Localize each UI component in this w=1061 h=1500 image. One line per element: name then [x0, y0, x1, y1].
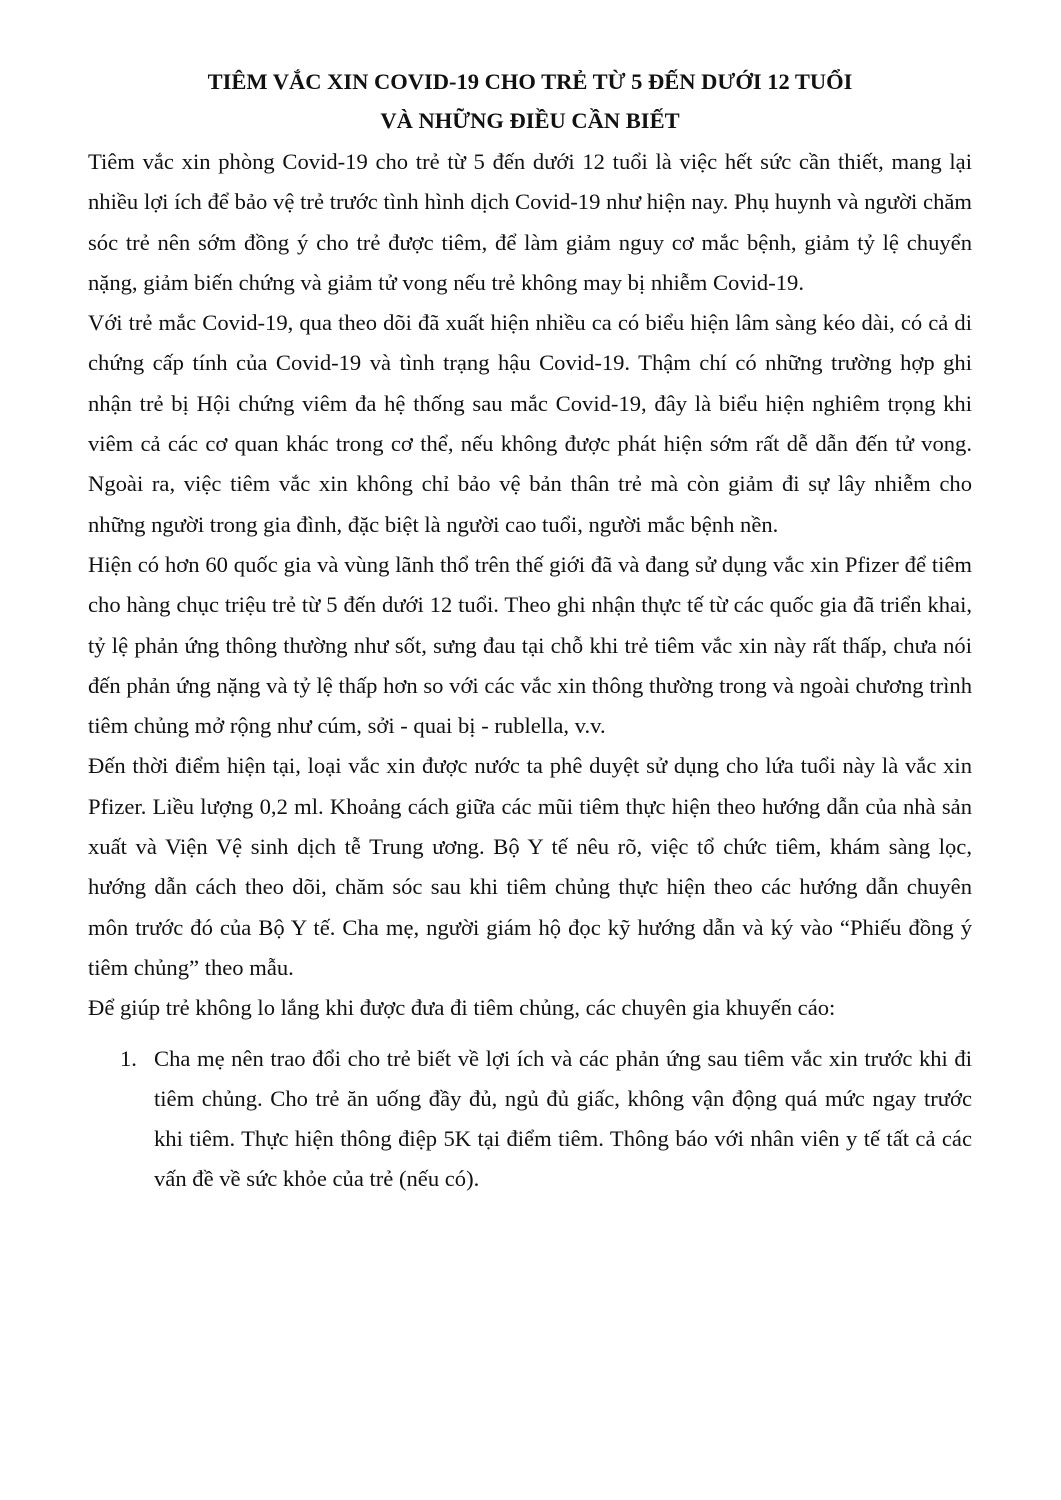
recommendation-list [88, 1039, 972, 1200]
title-line-1: TIÊM VẮC XIN COVID-19 CHO TRẺ TỪ 5 ĐẾN DƯỚI 12 TUỔI [207, 69, 853, 94]
paragraph-pfizer-dosage: Đến thời điểm hiện tại, loại vắc xin được nước ta phê duyệt sử dụng cho lứa tuổi này là vắc xin Pfizer. Liều lượng 0,2 ml. Khoảng cách giữa các mũi tiêm thực hiện theo hướng dẫn của nhà sản xuất và Viện Vệ sinh dịch tễ Trung ương. Bộ Y tế nêu rõ, việc tổ chức tiêm, khám sàng lọc, hướng dẫn cách theo dõi, chăm sóc sau khi tiêm chủng thực hiện theo các hướng dẫn chuyên môn trước đó của Bộ Y tế. Cha mẹ, người giám hộ đọc kỹ hướng dẫn và ký vào “Phiếu đồng ý tiêm chủng” theo mẫu. [88, 753, 972, 980]
document-title [88, 62, 972, 140]
document-page [88, 62, 972, 1200]
list-item [88, 1039, 972, 1200]
list-item-text: Cha mẹ nên trao đổi cho trẻ biết về lợi ích và các phản ứng sau tiêm vắc xin trước khi đi tiêm chủng. Cho trẻ ăn uống đầy đủ, ngủ đủ giấc, không vận động quá mức ngay trước khi tiêm. Thực hiện thông điệp 5K tại điểm tiêm. Thông báo với nhân viên y tế tất cả các vấn đề về sức khỏe của trẻ (nếu có). [154, 1045, 972, 1192]
title-line-2: VÀ NHỮNG ĐIỀU CẦN BIẾT [380, 108, 680, 133]
paragraph-global-use: Hiện có hơn 60 quốc gia và vùng lãnh thổ trên thế giới đã và đang sử dụng vắc xin Pfizer để tiêm cho hàng chục triệu trẻ từ 5 đến dưới 12 tuổi. Theo ghi nhận thực tế từ các quốc gia đã triển khai, tỷ lệ phản ứng thông thường như sốt, sưng đau tại chỗ khi trẻ tiêm vắc xin này rất thấp, chưa nói đến phản ứng nặng và tỷ lệ thấp hơn so với các vắc xin thông thường trong và ngoài chương trình tiêm chủng mở rộng như cúm, sởi - quai bị - rublella, v.v. [88, 551, 972, 739]
paragraph-recommendations-intro: Để giúp trẻ không lo lắng khi được đưa đi tiêm chủng, các chuyên gia khuyến cáo: [88, 995, 836, 1021]
paragraph-intro: Tiêm vắc xin phòng Covid-19 cho trẻ từ 5 đến dưới 12 tuổi là việc hết sức cần thiết, mang lại nhiều lợi ích để bảo vệ trẻ trước tình hình dịch Covid-19 như hiện nay. Phụ huynh và người chăm sóc trẻ nên sớm đồng ý cho trẻ được tiêm, để làm giảm nguy cơ mắc bệnh, giảm tỷ lệ chuyển nặng, giảm biến chứng và giảm tử vong nếu trẻ không may bị nhiễm Covid-19. [88, 149, 972, 295]
list-item-number: 1. [120, 1045, 137, 1071]
paragraph-risks: Với trẻ mắc Covid-19, qua theo dõi đã xuất hiện nhiều ca có biểu hiện lâm sàng kéo dài, có cả di chứng cấp tính của Covid-19 và tình trạng hậu Covid-19. Thậm chí có những trường hợp ghi nhận trẻ bị Hội chứng viêm đa hệ thống sau mắc Covid-19, đây là biểu hiện nghiêm trọng khi viêm cả các cơ quan khác trong cơ thể, nếu không được phát hiện sớm rất dễ dẫn đến tử vong. Ngoài ra, việc tiêm vắc xin không chỉ bảo vệ bản thân trẻ mà còn giảm đi sự lây nhiễm cho những người trong gia đình, đặc biệt là người cao tuổi, người mắc bệnh nền. [88, 310, 972, 537]
